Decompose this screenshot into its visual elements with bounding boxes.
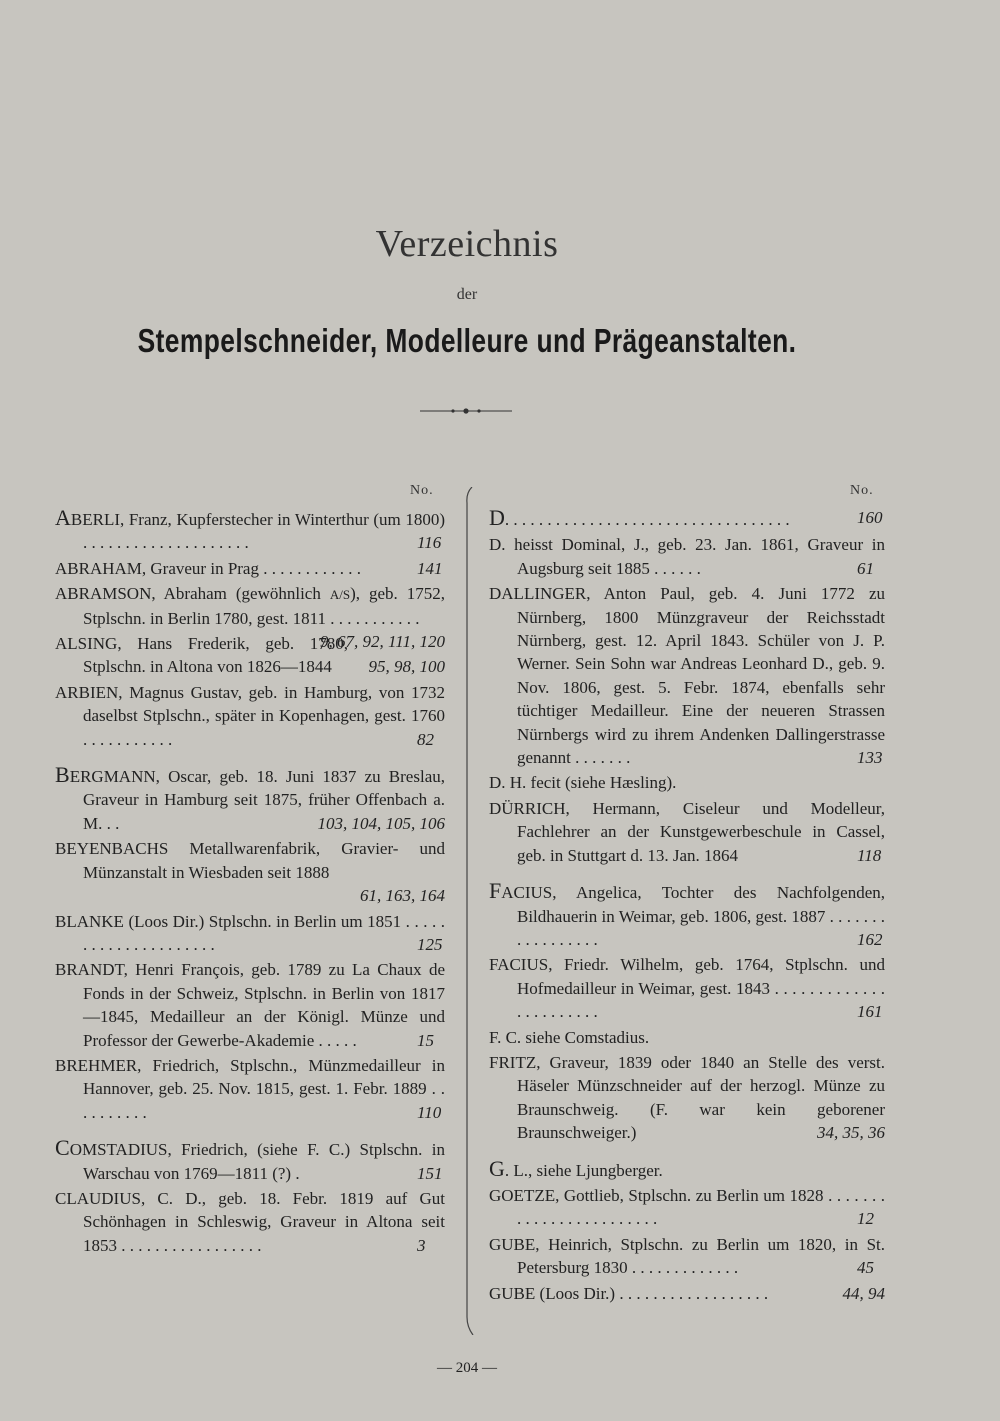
page-number: — 204 —: [437, 1360, 497, 1376]
page-title: Verzeichnis: [375, 223, 559, 265]
index-entry: ABERLI, Franz, Kupferstecher in Winterthur (um 1800) . . . . . . . . . . . . . . . . . . . . 116: [55, 505, 445, 553]
index-entry: FACIUS, Friedr. Wilhelm, geb. 1764, Stplschn. und Hofmedailleur in Weimar, gest. 1843 . . . . . . . . . . . . . . . . . . . . . . . 161: [489, 955, 885, 1022]
left-column-header: No.: [410, 483, 434, 498]
column-divider-icon: [462, 487, 474, 1335]
index-entry: DALLINGER, Anton Paul, geb. 4. Juni 1772 zu Nürnberg, 1800 Münzgraveur der Reichsstadt Nürnberg, gest. 12. April 1843. Schüler von J. P. Werner. Sein Sohn war Andreas Leonhard D., geb. 9. Nov. 1806, gest. 5. Febr. 1874, ebenfalls sehr tüchtiger Medailleur. Eine der neueren Strassen Nürnbergs wird zu ihrem Andenken Dallingerstrasse genannt . . . . . . . 133: [489, 584, 885, 768]
index-entry: FRITZ, Graveur, 1839 oder 1840 an Stelle des verst. Häseler Münzschneider auf der herzogl. Münze zu Braunschweig. (F. war kein geborener Braunschweiger.) 34, 35, 36: [489, 1052, 885, 1143]
index-entry: BERGMANN, Oscar, geb. 18. Juni 1837 zu Breslau, Graveur in Hamburg seit 1875, früher Offenbach a. M. . . 103, 104, 105, 106: [55, 762, 445, 833]
index-entry: ABRAMSON, Abraham (gewöhnlich A/S), geb. 1752, Stplschn. in Berlin 1780, gest. 1811 . . . . . . . . . . . 9, 67, 92, 111, 120: [55, 584, 445, 652]
page-heading: Stempelschneider, Modelleure und Prägeanstalten.: [137, 322, 797, 359]
index-entry: DÜRRICH, Hermann, Ciseleur und Modelleur, Fachlehrer an der Kunstgewerbeschule in Cassel, geb. in Stuttgart d. 13. Jan. 1864 118: [489, 798, 885, 865]
index-entry: GUBE, Heinrich, Stplschn. zu Berlin um 1820, in St. Petersburg 1830 . . . . . . . . . . . . . 45: [489, 1234, 885, 1278]
index-entry: ABRAHAM, Graveur in Prag . . . . . . . . . . . . 141: [55, 558, 443, 578]
index-entry: F. C. siehe Comstadius.: [489, 1027, 650, 1047]
index-entry: FACIUS, Angelica, Tochter des Nachfolgenden, Bildhauerin in Weimar, geb. 1806, gest. 1887 . . . . . . . . . . . . . . . . . 162: [489, 878, 886, 949]
index-entry: BEYENBACHS Metallwarenfabrik, Gravier- und Münzanstalt in Wiesbaden seit 1888 61, 163, 164: [55, 839, 445, 906]
index-entry: BLANKE (Loos Dir.) Stplschn. in Berlin um 1851 . . . . . . . . . . . . . . . . . . . . . 125: [55, 911, 446, 954]
index-entry: BRANDT, Henri François, geb. 1789 zu La Chaux de Fonds in der Schweiz, Stplschn. in Berlin von 1817—1845, Medailleur an der Königl. Münze und Professor der Gewerbe-Akademie . . . . . 15: [55, 960, 445, 1050]
index-entry: GOETZE, Gottlieb, Stplschn. zu Berlin um 1828 . . . . . . . . . . . . . . . . . . . . . . . . 12: [489, 1185, 885, 1229]
index-entry: CLAUDIUS, C. D., geb. 18. Febr. 1819 auf Gut Schönhagen in Schleswig, Graveur in Altona seit 1853 . . . . . . . . . . . . . . . . . 3: [55, 1188, 445, 1255]
index-entry: GUBE (Loos Dir.) . . . . . . . . . . . . . . . . . . 44, 94: [489, 1283, 885, 1303]
right-column-header: No.: [850, 483, 874, 498]
page-subtitle: der: [456, 286, 478, 303]
index-entry: G. L., siehe Ljungberger.: [489, 1155, 663, 1181]
left-column: [55, 506, 445, 1259]
index-entry: D. . . . . . . . . . . . . . . . . . . . . . . . . . . . . . . . . . 160: [489, 505, 883, 530]
index-entry: BREHMER, Friedrich, Stplschn., Münzmedailleur in Hannover, geb. 25. Nov. 1815, gest. 1. Febr. 1889 . . . . . . . . . . 110: [55, 1055, 445, 1122]
index-entry: D. H. fecit (siehe Hæsling).: [489, 773, 677, 793]
right-column: [489, 506, 885, 1307]
index-entry: ALSING, Hans Frederik, geb. 1780, Stplschn. in Altona von 1826—1844 95, 98, 100: [55, 634, 445, 677]
index-entry: COMSTADIUS, Friedrich, (siehe F. C.) Stplschn. in Warschau von 1769—1811 (?) . 151: [55, 1135, 445, 1183]
index-entry: D. heisst Dominal, J., geb. 23. Jan. 1861, Graveur in Augsburg seit 1885 . . . . . . 61: [489, 535, 885, 578]
index-entry: ARBIEN, Magnus Gustav, geb. in Hamburg, von 1732 daselbst Stplschn., später in Kopenhagen, gest. 1760 . . . . . . . . . . . 82: [55, 682, 445, 749]
ornament-divider-icon: [420, 405, 512, 417]
